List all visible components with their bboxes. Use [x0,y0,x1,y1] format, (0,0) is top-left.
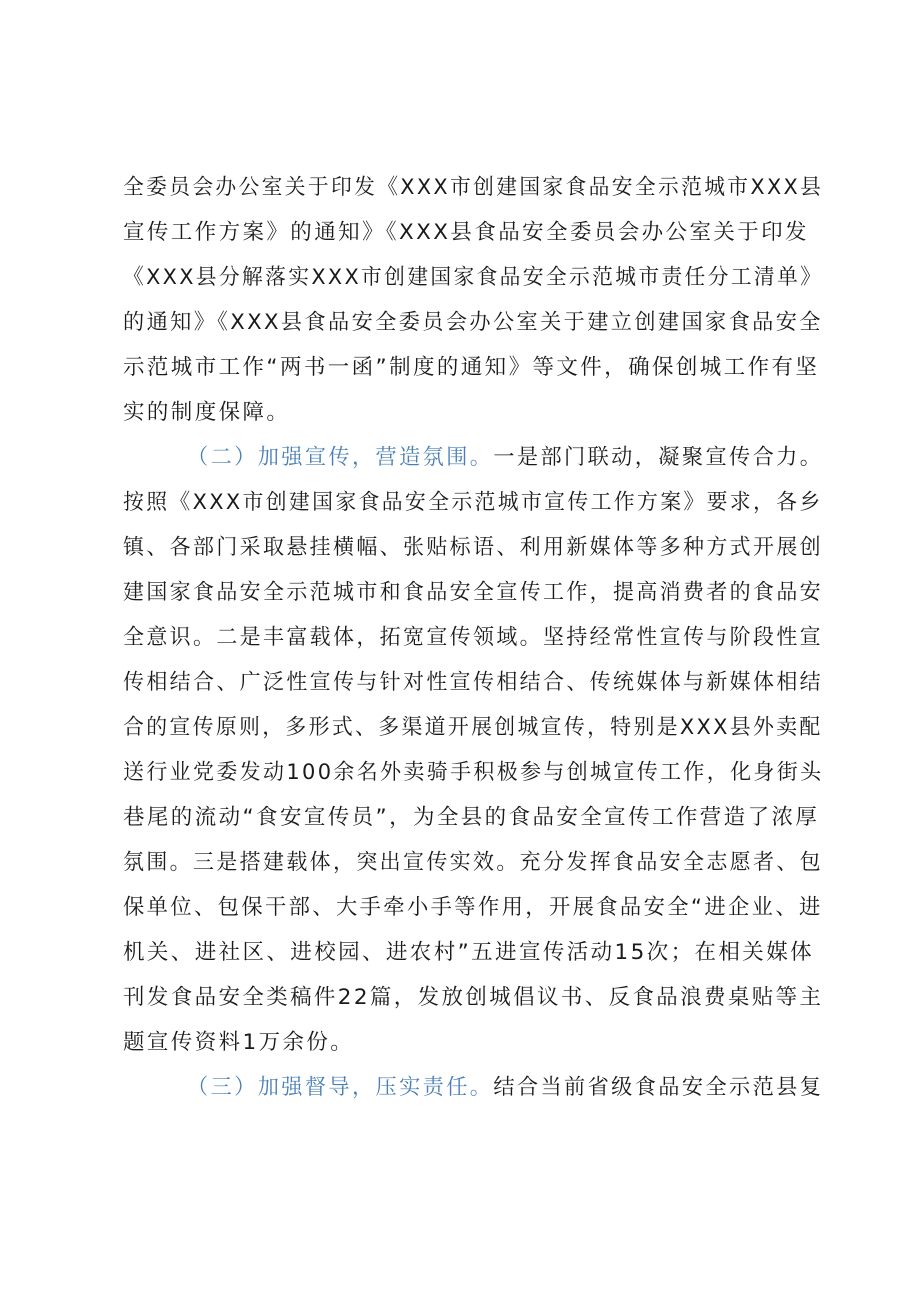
paragraph-line: 示范城市工作“两书一函”制度的通知》等文件，确保创城工作有坚 [123,355,820,380]
paragraph-line: 实的制度保障。 [123,400,291,425]
paragraph-line: 保单位、包保干部、大手牵小手等作用，开展食品安全“进企业、进 [123,895,823,920]
section-heading-line [187,443,824,473]
paragraph-line: 送行业党委发动100余名外卖骑手积极参与创城宣传工作，化身街头 [123,760,824,785]
paragraph-text: 一是部门联动，凝聚宣传合力。 [493,445,824,470]
paragraph-line: 全委员会办公室关于印发《XXX市创建国家食品安全示范城市XXX县 [123,175,824,200]
paragraph-line: 全意识。二是丰富载体，拓宽宣传领域。坚持经常性宣传与阶段性宣 [123,625,824,650]
paragraph-line: 《XXX县分解落实XXX市创建国家食品安全示范城市责任分工清单》 [123,265,824,290]
paragraph-line: 合的宣传原则，多形式、多渠道开展创城宣传，特别是XXX县外卖配 [123,715,823,740]
paragraph-line: 刊发食品安全类稿件22篇，发放创城倡议书、反食品浪费桌贴等主 [123,985,824,1010]
paragraph-line: 宣传工作方案》的通知》《XXX县食品安全委员会办公室关于印发 [123,220,809,245]
paragraph-line: 题宣传资料1万余份。 [123,1030,355,1055]
paragraph-line: 氛围。三是搭建载体，突出宣传实效。充分发挥食品安全志愿者、包 [123,850,824,875]
section-heading: （二）加强宣传，营造氛围。 [187,445,494,470]
paragraph-line: 传相结合、广泛性宣传与针对性宣传相结合、传统媒体与新媒体相结 [123,670,824,695]
paragraph-line: 镇、各部门采取悬挂横幅、张贴标语、利用新媒体等多种方式开展创 [123,535,824,560]
paragraph-line: 的通知》《XXX县食品安全委员会办公室关于建立创建国家食品安全 [123,310,823,335]
section-heading-line [187,1073,824,1103]
paragraph-line: 建国家食品安全示范城市和食品安全宣传工作，提高消费者的食品安 [123,580,824,605]
paragraph-text: 结合当前省级食品安全示范县复 [493,1075,824,1100]
section-heading: （三）加强督导，压实责任。 [187,1075,494,1100]
paragraph-line: 按照《XXX市创建国家食品安全示范城市宣传工作方案》要求，各乡 [123,490,823,515]
paragraph-line: 巷尾的流动“食安宣传员”，为全县的食品安全宣传工作营造了浓厚 [123,805,820,830]
paragraph-line: 机关、进社区、进校园、进农村”五进宣传活动15次；在相关媒体 [123,940,814,965]
